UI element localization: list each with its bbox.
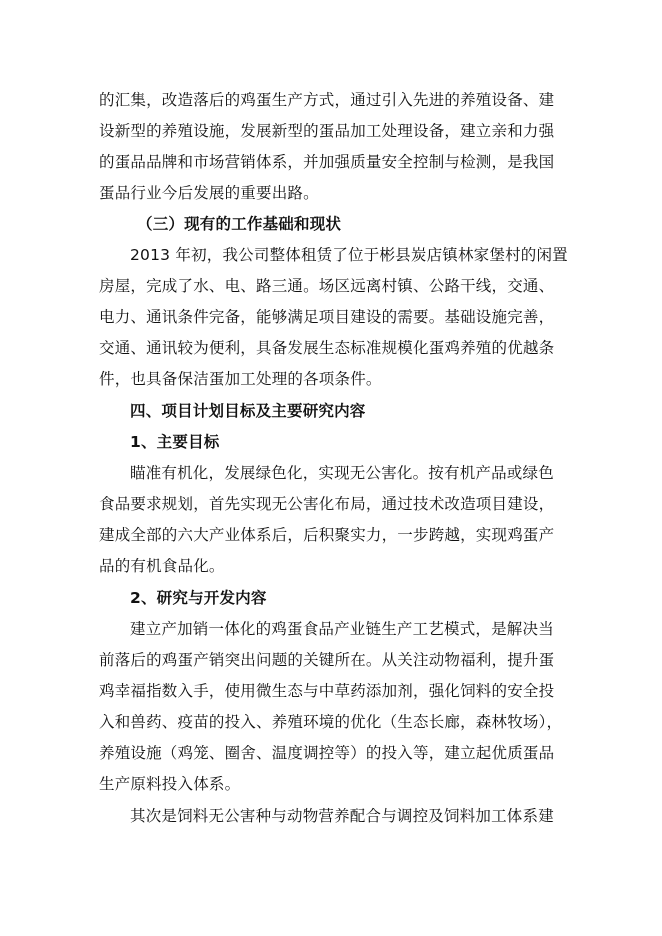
paragraph-line: 前落后的鸡蛋产销突出问题的关键所在。从关注动物福利，提升蛋 — [99, 651, 555, 669]
paragraph-line: 其次是饲料无公害种与动物营养配合与调控及饲料加工体系建 — [130, 807, 554, 825]
paragraph-line: 的汇集，改造落后的鸡蛋生产方式，通过引入先进的养殖设备、建 — [99, 91, 555, 109]
paragraph-line: 的蛋品品牌和市场营销体系，并加强质量安全控制与检测，是我国 — [99, 153, 555, 171]
section-heading: 四、项目计划目标及主要研究内容 — [130, 402, 366, 420]
paragraph-line: 品的有机食品化。 — [99, 557, 225, 575]
paragraph-line: 瞄准有机化，发展绿色化，实现无公害化。按有机产品或绿色 — [130, 464, 554, 482]
paragraph-line: 鸡幸福指数入手，使用微生态与中草药添加剂，强化饲料的安全投 — [99, 682, 555, 700]
paragraph-line: 建成全部的六大产业体系后，后积聚实力，一步跨越，实现鸡蛋产 — [99, 526, 555, 544]
paragraph-line: 入和兽药、疫苗的投入、养殖环境的优化（生态长廊，森林牧场）， — [99, 713, 563, 731]
paragraph-line: 交通、通讯较为便利，具备发展生态标准规模化蛋鸡养殖的优越条 — [99, 339, 555, 357]
paragraph-line: 设新型的养殖设施，发展新型的蛋品加工处理设备，建立亲和力强 — [99, 122, 555, 140]
paragraph-line: 养殖设施（鸡笼、圈舍、温度调控等）的投入等，建立起优质蛋品 — [99, 744, 555, 762]
subsection-heading: 2、研究与开发内容 — [130, 589, 267, 607]
paragraph-line: 建立产加销一体化的鸡蛋食品产业链生产工艺模式，是解决当 — [130, 620, 554, 638]
paragraph-line: 食品要求规划，首先实现无公害化布局，通过技术改造项目建设， — [99, 495, 555, 513]
paragraph-line: 蛋品行业今后发展的重要出路。 — [99, 184, 319, 202]
paragraph-line: 件，也具备保洁蛋加工处理的各项条件。 — [99, 370, 382, 388]
section-heading: （三）现有的工作基础和现状 — [137, 215, 342, 233]
paragraph-line: 2013 年初，我公司整体租赁了位于彬县炭店镇林家堡村的闲置 — [130, 246, 568, 264]
paragraph-line: 房屋，完成了水、电、路三通。场区远离村镇、公路干线，交通、 — [99, 277, 555, 295]
subsection-heading: 1、主要目标 — [130, 433, 220, 451]
paragraph-line: 电力、通讯条件完备，能够满足项目建设的需要。基础设施完善， — [99, 308, 555, 326]
paragraph-line: 生产原料投入体系。 — [99, 775, 241, 793]
